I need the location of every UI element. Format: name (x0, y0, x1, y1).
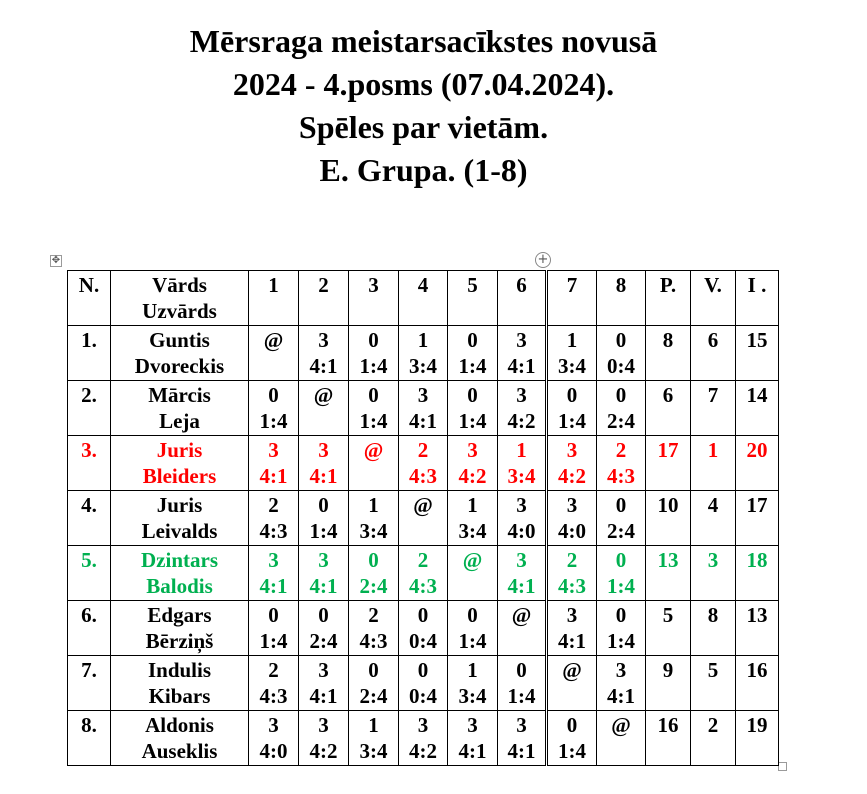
score-cell-7: 3 4:2 (547, 436, 597, 491)
score-cell-3: 0 1:4 (349, 381, 399, 436)
points-i: 16 (736, 656, 779, 711)
score-cell-2: 0 2:4 (299, 601, 349, 656)
score-cell-3: 0 2:4 (349, 546, 399, 601)
score-cell-5: 3 4:1 (448, 711, 498, 766)
score-cell-7: 1 3:4 (547, 326, 597, 381)
score-cell-8: 0 2:4 (597, 491, 646, 546)
header-col-6: 6 (498, 271, 547, 326)
score-cell-4: 3 4:1 (399, 381, 448, 436)
table-row (68, 656, 779, 711)
points-v: 1 (691, 436, 736, 491)
points-v: 3 (691, 546, 736, 601)
table-row (68, 436, 779, 491)
score-cell-6: @ (498, 601, 547, 656)
score-cell-5: 0 1:4 (448, 326, 498, 381)
score-cell-5: 1 3:4 (448, 656, 498, 711)
score-cell-1: 3 4:1 (249, 546, 299, 601)
place-number: 3. (68, 436, 111, 491)
points-i: 19 (736, 711, 779, 766)
player-name: Indulis Kibars (111, 656, 249, 711)
place-number: 6. (68, 601, 111, 656)
points-v: 6 (691, 326, 736, 381)
header-row (68, 271, 779, 326)
score-cell-5: 3 4:2 (448, 436, 498, 491)
points-v: 2 (691, 711, 736, 766)
score-cell-3: 0 1:4 (349, 326, 399, 381)
score-cell-8: 0 2:4 (597, 381, 646, 436)
place-number: 2. (68, 381, 111, 436)
score-cell-4: 2 4:3 (399, 546, 448, 601)
points-p: 5 (646, 601, 691, 656)
score-cell-4: @ (399, 491, 448, 546)
score-cell-5: @ (448, 546, 498, 601)
score-cell-1: 3 4:1 (249, 436, 299, 491)
results-table (67, 270, 779, 766)
score-cell-7: 0 1:4 (547, 381, 597, 436)
score-cell-4: 1 3:4 (399, 326, 448, 381)
points-v: 8 (691, 601, 736, 656)
score-cell-5: 1 3:4 (448, 491, 498, 546)
score-cell-6: 3 4:0 (498, 491, 547, 546)
score-cell-6: 3 4:1 (498, 326, 547, 381)
score-cell-3: 1 3:4 (349, 711, 399, 766)
table-row (68, 601, 779, 656)
score-cell-8: 0 0:4 (597, 326, 646, 381)
score-cell-8: 0 1:4 (597, 601, 646, 656)
player-name: Juris Leivalds (111, 491, 249, 546)
score-cell-6: 3 4:1 (498, 546, 547, 601)
points-i: 15 (736, 326, 779, 381)
table-row (68, 711, 779, 766)
points-i: 13 (736, 601, 779, 656)
score-cell-6: 3 4:1 (498, 711, 547, 766)
score-cell-8: 3 4:1 (597, 656, 646, 711)
points-i: 20 (736, 436, 779, 491)
header-col-7: 7 (547, 271, 597, 326)
score-cell-7: @ (547, 656, 597, 711)
score-cell-8: 2 4:3 (597, 436, 646, 491)
score-cell-3: 1 3:4 (349, 491, 399, 546)
score-cell-3: @ (349, 436, 399, 491)
points-p: 9 (646, 656, 691, 711)
place-number: 8. (68, 711, 111, 766)
score-cell-1: 2 4:3 (249, 491, 299, 546)
header-col-5: 5 (448, 271, 498, 326)
score-cell-6: 1 3:4 (498, 436, 547, 491)
points-p: 16 (646, 711, 691, 766)
player-name: Aldonis Auseklis (111, 711, 249, 766)
place-number: 5. (68, 546, 111, 601)
score-cell-1: 3 4:0 (249, 711, 299, 766)
table-row (68, 381, 779, 436)
header-v: V. (691, 271, 736, 326)
title-line-4: E. Grupa. (1-8) (319, 152, 528, 188)
score-cell-4: 0 0:4 (399, 656, 448, 711)
score-cell-2: @ (299, 381, 349, 436)
player-name: Juris Bleiders (111, 436, 249, 491)
header-col-1: 1 (249, 271, 299, 326)
score-cell-5: 0 1:4 (448, 601, 498, 656)
score-cell-2: 3 4:1 (299, 436, 349, 491)
score-cell-7: 3 4:1 (547, 601, 597, 656)
points-v: 7 (691, 381, 736, 436)
title-line-1: Mērsraga meistarsacīkstes novusā (189, 23, 658, 59)
header-p: P. (646, 271, 691, 326)
header-col-4: 4 (399, 271, 448, 326)
points-v: 5 (691, 656, 736, 711)
score-cell-1: 2 4:3 (249, 656, 299, 711)
score-cell-7: 2 4:3 (547, 546, 597, 601)
document-title (0, 20, 847, 192)
points-p: 8 (646, 326, 691, 381)
points-p: 13 (646, 546, 691, 601)
points-i: 18 (736, 546, 779, 601)
score-cell-2: 0 1:4 (299, 491, 349, 546)
header-col-3: 3 (349, 271, 399, 326)
score-cell-4: 3 4:2 (399, 711, 448, 766)
points-v: 4 (691, 491, 736, 546)
place-number: 1. (68, 326, 111, 381)
player-name: Dzintars Balodis (111, 546, 249, 601)
insert-column-plus-icon[interactable]: + (535, 252, 551, 268)
header-name: Vārds Uzvārds (111, 271, 249, 326)
score-cell-2: 3 4:2 (299, 711, 349, 766)
score-cell-3: 0 2:4 (349, 656, 399, 711)
points-p: 10 (646, 491, 691, 546)
table-resize-handle-icon[interactable] (778, 762, 787, 771)
score-cell-6: 3 4:2 (498, 381, 547, 436)
header-col-8: 8 (597, 271, 646, 326)
score-cell-8: 0 1:4 (597, 546, 646, 601)
score-cell-2: 3 4:1 (299, 546, 349, 601)
points-p: 6 (646, 381, 691, 436)
header-i: I . (736, 271, 779, 326)
score-cell-2: 3 4:1 (299, 656, 349, 711)
points-i: 17 (736, 491, 779, 546)
table-row (68, 326, 779, 381)
score-cell-1: @ (249, 326, 299, 381)
score-cell-5: 0 1:4 (448, 381, 498, 436)
table-row (68, 491, 779, 546)
place-number: 7. (68, 656, 111, 711)
score-cell-4: 0 0:4 (399, 601, 448, 656)
player-name: Edgars Bērziņš (111, 601, 249, 656)
title-line-2: 2024 - 4.posms (07.04.2024). (232, 66, 615, 102)
player-name: Guntis Dvoreckis (111, 326, 249, 381)
score-cell-7: 3 4:0 (547, 491, 597, 546)
score-cell-6: 0 1:4 (498, 656, 547, 711)
title-line-3: Spēles par vietām. (298, 109, 549, 145)
points-i: 14 (736, 381, 779, 436)
score-cell-4: 2 4:3 (399, 436, 448, 491)
header-col-2: 2 (299, 271, 349, 326)
score-cell-8: @ (597, 711, 646, 766)
points-p: 17 (646, 436, 691, 491)
header-n: N. (68, 271, 111, 326)
score-cell-7: 0 1:4 (547, 711, 597, 766)
player-name: Mārcis Leja (111, 381, 249, 436)
score-cell-2: 3 4:1 (299, 326, 349, 381)
score-cell-1: 0 1:4 (249, 381, 299, 436)
table-move-handle-icon[interactable]: ✥ (51, 255, 61, 266)
table-row (68, 546, 779, 601)
place-number: 4. (68, 491, 111, 546)
score-cell-1: 0 1:4 (249, 601, 299, 656)
score-cell-3: 2 4:3 (349, 601, 399, 656)
